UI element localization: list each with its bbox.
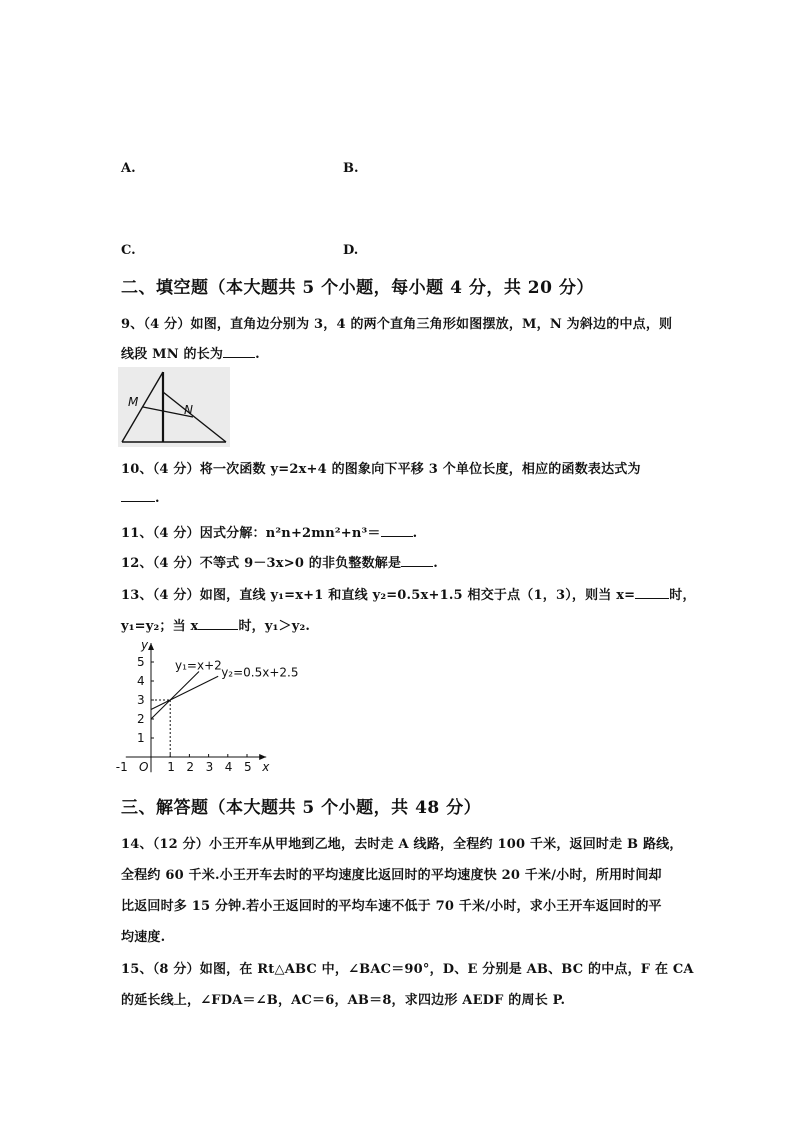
x-tick-label: 5	[244, 760, 252, 774]
answer-blank	[381, 524, 413, 537]
choice-c-label: C.	[121, 243, 136, 258]
question-9-period: .	[255, 347, 260, 362]
question-10-line-2	[121, 489, 160, 506]
origin-label: O	[139, 760, 149, 774]
question-11	[121, 522, 417, 541]
answer-blank	[635, 586, 669, 599]
y-tick-label: 4	[137, 674, 145, 688]
question-12	[121, 552, 438, 571]
question-10-line-1: 10、（4 分）将一次函数 y=2x+4 的图象向下平移 3 个单位长度，相应的函数表达式为	[121, 462, 641, 477]
y-axis-arrow	[148, 643, 154, 650]
question-14-line-1: 14、（12 分）小王开车从甲地到乙地，去时走 A 线路，全程约 100 千米，返回时走 B 路线，	[121, 837, 683, 852]
x-tick-label: 3	[205, 760, 214, 774]
question-13-line-2	[121, 615, 310, 634]
answer-blank	[223, 345, 255, 358]
question-13-text-c: y₁=y₂；当 x	[121, 619, 199, 634]
x-axis-label: x	[262, 760, 270, 774]
question-9-line-1: 9、（4 分）如图，直角边分别为 3，4 的两个直角三角形如图摆放，M，N 为斜边的中点，则	[121, 317, 673, 332]
series-line-1	[151, 672, 199, 720]
question-13-text-d: 时，y₁＞y₂.	[238, 619, 311, 634]
x-tick-label: 1	[167, 760, 175, 774]
choice-d-label: D.	[343, 243, 359, 258]
question-13-text-a: 13、（4 分）如图，直线 y₁=x+1 和直线 y₂=0.5x+1.5 相交于点（1，3），则当 x=	[121, 588, 636, 603]
y-tick-label: 1	[137, 731, 145, 745]
question-13-text-b: 时，	[669, 588, 696, 603]
choice-a-label: A.	[121, 161, 136, 176]
x-tick-label: 2	[186, 760, 195, 774]
question-9-figure	[118, 367, 230, 447]
question-14-line-2: 全程约 60 千米.小王开车去时的平均速度比返回时的平均速度快 20 千米/小时，所用时间却	[121, 868, 662, 883]
question-14-line-3: 比返回时多 15 分钟.若小王返回时的平均车速不低于 70 千米/小时，求小王开车返回时的平	[121, 899, 662, 914]
question-15-line-2: 的延长线上，∠FDA＝∠B，AC＝6，AB＝8，求四边形 AEDF 的周长 P.	[121, 993, 566, 1008]
question-10-period: .	[155, 491, 160, 506]
y-tick-label: 2	[137, 712, 145, 726]
choice-b-label: B.	[343, 161, 359, 176]
question-15-line-1: 15、（8 分）如图，在 Rt△ABC 中，∠BAC＝90°，D、E 分别是 AB、BC 的中点，F 在 CA	[121, 962, 694, 977]
point-m-label: M	[128, 395, 139, 409]
y-axis-label: y	[141, 642, 149, 652]
answer-blank	[401, 554, 433, 567]
answer-blank	[198, 617, 238, 630]
question-13-graph	[115, 642, 300, 778]
question-9-text: 线段 MN 的长为	[121, 347, 224, 362]
question-12-period: .	[433, 556, 438, 571]
section-2-title: 二、填空题（本大题共 5 个小题，每小题 4 分，共 20 分）	[121, 278, 594, 298]
question-11-period: .	[412, 526, 418, 541]
series-label-2: y₂=0.5x+2.5	[221, 665, 299, 680]
y-tick-label: 3	[137, 693, 145, 707]
question-14-line-4: 均速度.	[121, 930, 166, 945]
question-11-text: 11、（4 分）因式分解：n²n+2mn²+n³＝	[121, 526, 381, 541]
section-3-title: 三、解答题（本大题共 5 个小题，共 48 分）	[121, 798, 482, 818]
series-line-2	[151, 676, 218, 709]
point-n-label: N	[184, 403, 193, 417]
question-13-line-1	[121, 584, 696, 603]
y-tick-label: 5	[137, 655, 145, 669]
x-tick-label: 4	[224, 760, 233, 774]
answer-blank	[121, 489, 155, 502]
series-label-1: y₁=x+2	[175, 658, 222, 673]
x-tick-label: -1	[115, 760, 128, 774]
question-12-text: 12、（4 分）不等式 9－3x>0 的非负整数解是	[121, 556, 402, 571]
question-9-line-2	[121, 343, 260, 362]
